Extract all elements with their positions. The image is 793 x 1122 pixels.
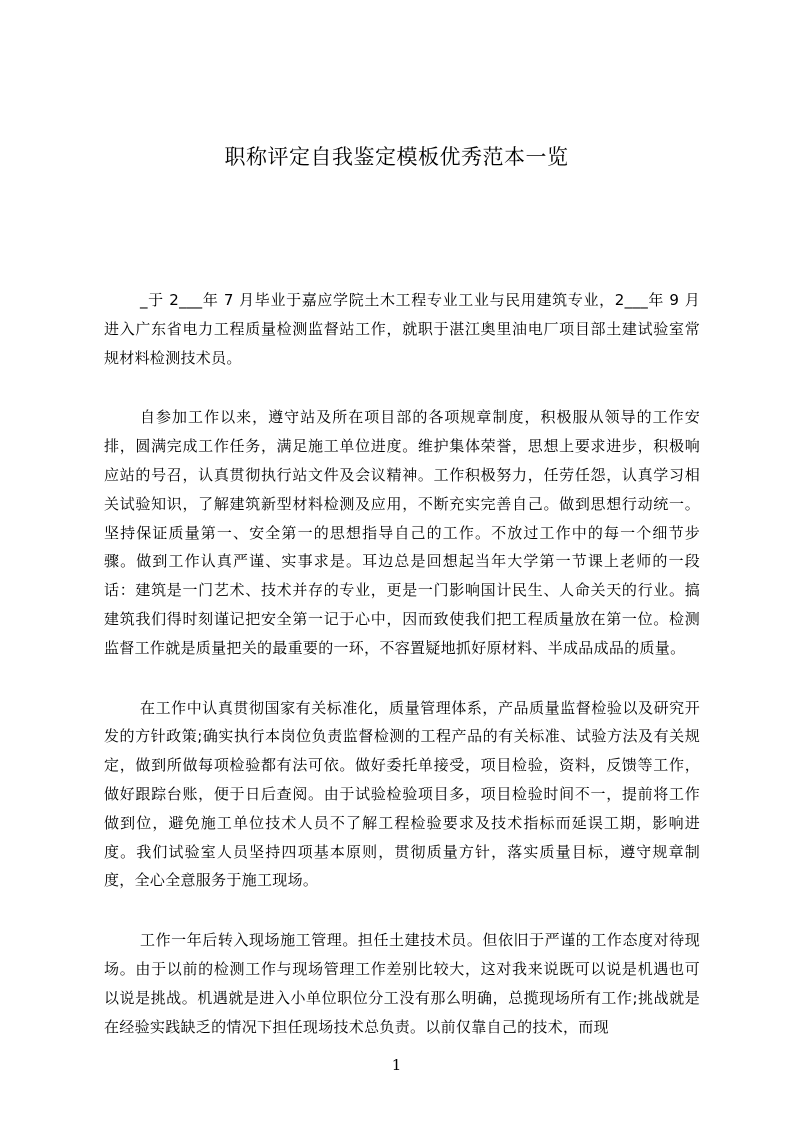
document-body <box>104 286 700 1041</box>
page-number: 1 <box>391 1056 402 1074</box>
paragraph-site-management: 工作一年后转入现场施工管理。担任土建技术员。但依旧于严谨的工作态度对待现场。由于以前的检测工作与现场管理工作差别比较大，这对我来说既可以说是机遇也可以说是挑战。机遇就是进入小单位职位分工没有那么明确，总揽现场所有工作;挑战就是在经验实践缺乏的情况下担任现场技术总负责。以前仅靠自己的技术，而现 <box>104 931 700 1036</box>
paragraph-graduation: _于 2___年 7 月毕业于嘉应学院土木工程专业工业与民用建筑专业，2___年 9 月进入广东省电力工程质量检测监督站工作，就职于湛江奥里油电厂项目部土建试验室常规材料检测技术员。 <box>104 291 700 367</box>
paragraph-work-attitude: 自参加工作以来，遵守站及所在项目部的各项规章制度，积极服从领导的工作安排，圆满完成工作任务，满足施工单位进度。维护集体荣誉，思想上要求进步，积极响应站的号召，认真贯彻执行站文件及会议精神。工作积极努力，任劳任怨，认真学习相关试验知识，了解建筑新型材料检测及应用，不断充实完善自己。做到思想行动统一。坚持保证质量第一、安全第一的思想指导自己的工作。不放过工作中的每一个细节步骤。做到工作认真严谨、实事求是。耳边总是回想起当年大学第一节课上老师的一段话：建筑是一门艺术、技术并存的专业，更是一门影响国计民生、人命关天的行业。搞建筑我们得时刻谨记把安全第一记于心中，因而致使我们把工程质量放在第一位。检测监督工作就是质量把关的最重要的一环，不容置疑地抓好原材料、半成品成品的质量。 <box>104 408 700 657</box>
document-title: 职称评定自我鉴定模板优秀范本一览 <box>224 145 569 169</box>
paragraph-standards: 在工作中认真贯彻国家有关标准化，质量管理体系，产品质量监督检验以及研究开发的方针政策;确实执行本岗位负责监督检测的工程产品的有关标准、试验方法及有关规定，做到所做每项检验都有法可依。做好委托单接受，项目检验，资料，反馈等工作，做好跟踪台账，便于日后查阅。由于试验检验项目多，项目检验时间不一，提前将工作做到位，避免施工单位技术人员不了解工程检验要求及技术指标而延误工期，影响进度。我们试验室人员坚持四项基本原则，贯彻质量方针，落实质量目标，遵守规章制度，全心全意服务于施工现场。 <box>104 698 700 890</box>
